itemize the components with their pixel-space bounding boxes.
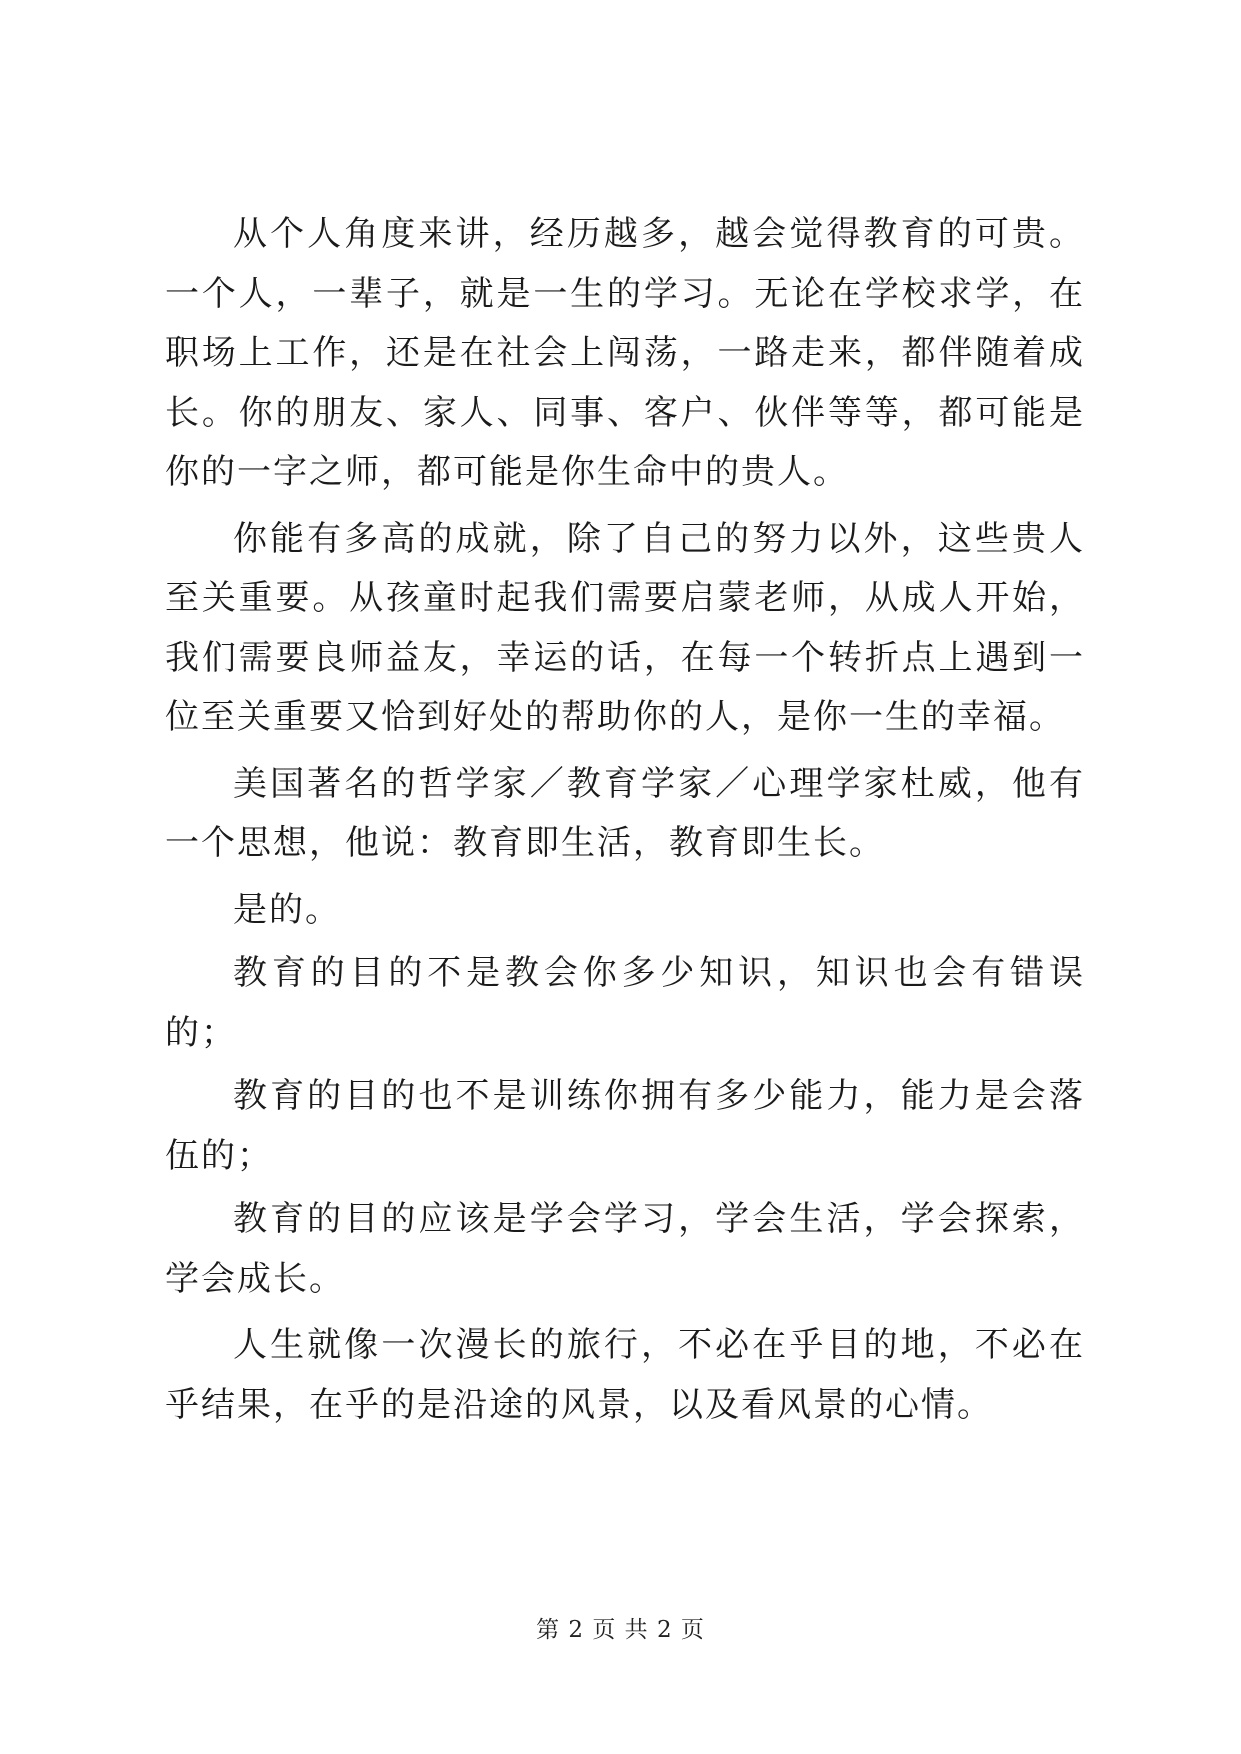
paragraph-2: 你能有多高的成就，除了自己的努力以外，这些贵人至关重要。从孩童时起我们需要启蒙老师，从成人开始，我们需要良师益友，幸运的话，在每一个转折点上遇到一位至关重要又恰到好处的帮助你的人，是你一生的幸福。: [165, 518, 1085, 737]
paragraph-3: 美国著名的哲学家／教育学家／心理学家杜威，他有一个思想，他说：教育即生活，教育即生长。: [165, 763, 1085, 863]
page-footer: 第 2 页 共 2 页: [536, 1617, 705, 1643]
paragraph-6: 教育的目的也不是训练你拥有多少能力，能力是会落伍的；: [165, 1076, 1085, 1176]
paragraph-7: 教育的目的应该是学会学习，学会生活，学会探索，学会成长。: [165, 1199, 1085, 1299]
paragraph-5: 教育的目的不是教会你多少知识，知识也会有错误的；: [165, 953, 1085, 1053]
paragraph-1: 从个人角度来讲，经历越多，越会觉得教育的可贵。一个人，一辈子，就是一生的学习。无论在学校求学，在职场上工作，还是在社会上闯荡，一路走来，都伴随着成长。你的朋友、家人、同事、客户、伙伴等等，都可能是你的一字之师，都可能是你生命中的贵人。: [165, 214, 1085, 492]
paragraph-4: 是的。: [233, 889, 341, 930]
paragraph-8: 人生就像一次漫长的旅行，不必在乎目的地，不必在乎结果，在乎的是沿途的风景，以及看风景的心情。: [165, 1325, 1085, 1425]
document-body: [165, 205, 1085, 1442]
